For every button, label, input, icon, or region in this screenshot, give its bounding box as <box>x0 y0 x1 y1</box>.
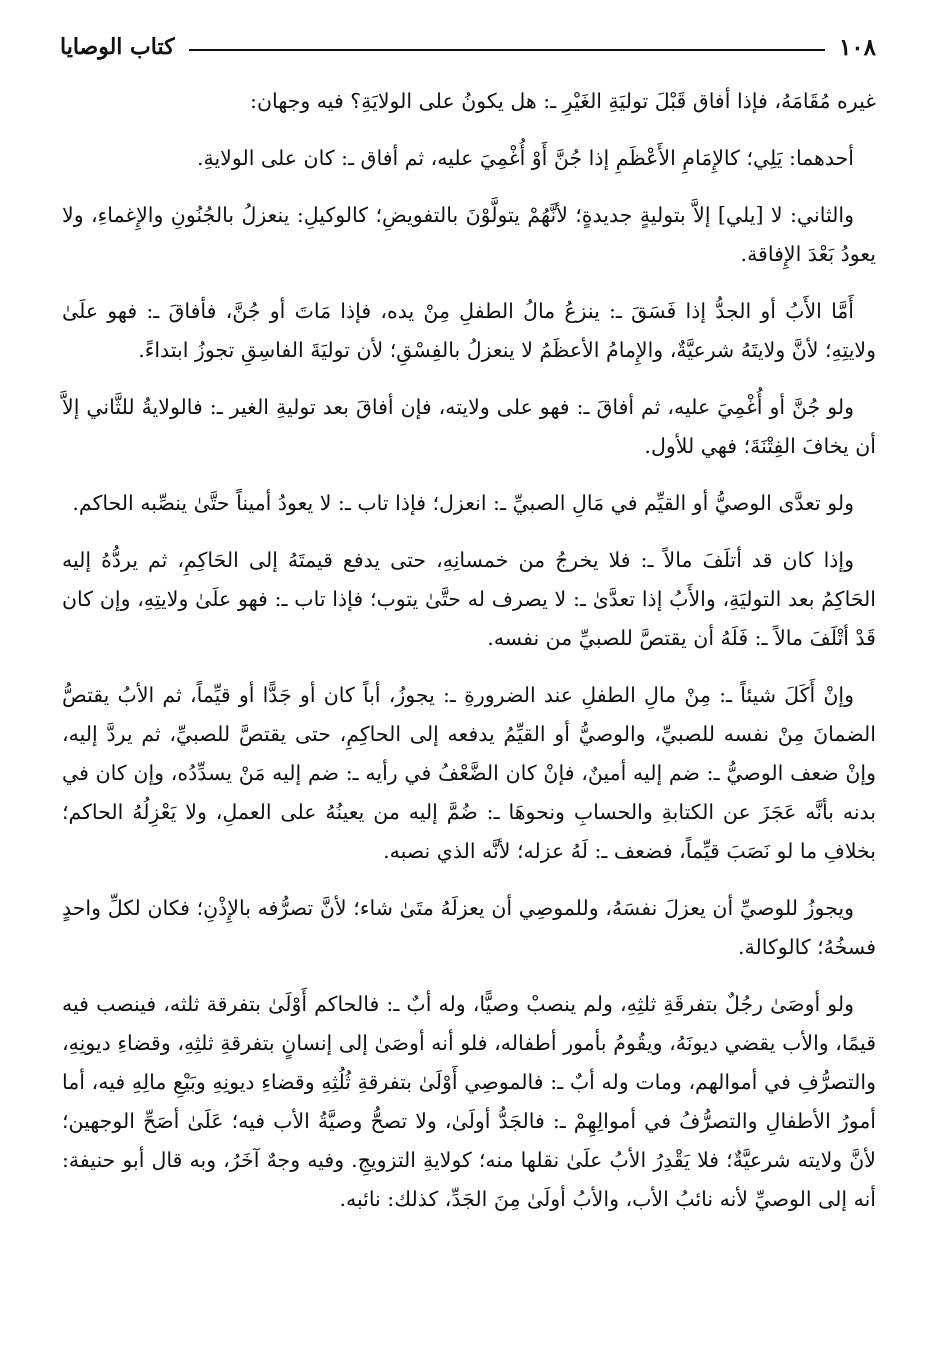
paragraph: ولو أوصَىٰ رجُلٌ بتفرقَةِ ثلثِهِ، ولم ينصبْ وصيًّا، وله أبٌ ـ: فالحاكم أَوْلَىٰ بتفرقة ثلثه، فينصب فيه قيمًا، والأب يقضي ديونَهُ، ويقُومُ بأمور أطفاله، فلو أنه أوصَىٰ إلى إنسانٍ بتفرقةِ ثلثِهِ، وقضاءِ ديونِهِ، والتصرُّفِ في أموالهم، ومات وله أبٌ ـ: فالموصِي أَوْلَىٰ بتفرقةِ ثُلُثِهِ وقضاءِ ديونِهِ وبَيْعِ مالِهِ فيه، أما أمورُ الأطفالِ والتصرُّفُ في أموالِهِمْ ـ: فالجَدُّ أولَىٰ، ولا تصحُّ وصيَّةُ الأب فيه؛ عَلَىٰ أصَحِّ الوجهين؛ لأنَّ ولايته شرعيَّةٌ؛ فلا يَقْدِرُ الأبُ علَىٰ نقلها منه؛ كولايةِ التزويجِ. وفيه وجهٌ آخَرُ، وبه قال أبو حنيفة: أنه إلى الوصيِّ لأنه نائبُ الأب، والأبُ أولَىٰ مِنَ الجَدِّ، كذلك: نائبه. <box>62 992 876 1211</box>
page-header <box>60 30 876 64</box>
paragraph: غيره مُقَامَهُ، فإذا أفاق قَبْلَ توليَةِ الغَيْرِ ـ: هل يكونُ على الولايَةِ؟ فيه وجهان: <box>250 89 876 113</box>
body-text <box>62 82 876 1237</box>
header-rule <box>189 49 825 51</box>
paragraph: ويجوزُ للوصيِّ أن يعزلَ نفسَهُ، وللموصِي أن يعزلَهُ متَىٰ شاء؛ لأنَّ تصرُّفه بالإِذْنِ؛ فكان لكلِّ واحدٍ فسخُهُ؛ كالوكالة. <box>62 896 876 959</box>
paragraph: ولو جُنَّ أو أُغْمِيَ عليه، ثم أفاقَ ـ: فهو على ولايته، فإن أفاقَ بعد توليةِ الغير ـ: فالولايةُ للثَّاني إلاَّ أن يخافَ الفِتْنَةَ؛ فهي للأول. <box>62 395 876 458</box>
paragraph: وإذا كان قد أتلَفَ مالاً ـ: فلا يخرجُ من خمسانِهِ، حتى يدفع قيمتَهُ إلى الحَاكِمِ، ثم يردُّهُ إليه الحَاكِمُ بعد التوليَةِ، والأَبُ إذا تعدَّىٰ ـ: لا يصرف له حتَّىٰ يتوب؛ فإذا تاب ـ: فهو علَىٰ ولايتِهِ، وإن كان قَدْ أتْلَفَ مالاً ـ: فَلَهُ أن يقتصَّ للصبيِّ من نفسه. <box>62 548 876 650</box>
paragraph: والثاني: لا [يلي] إلاَّ بتوليةٍ جديدةٍ؛ لأنَّهُمْ يتولَّوْنَ بالتفويضِ؛ كالوكيلِ: ينعزلُ بالجُنُونِ والإِغماءِ، ولا يعودُ بَعْدَ الإِفاقة. <box>62 203 876 266</box>
paragraph: ولو تعدَّى الوصيُّ أو القيِّم في مَالِ الصبيِّ ـ: انعزل؛ فإذا تاب ـ: لا يعودُ أميناً حتَّىٰ ينصِّبه الحاكم. <box>72 491 854 515</box>
paragraph: أَمَّا الأَبُ أو الجدُّ إذا فَسَقَ ـ: ينزعُ مالُ الطفلِ مِنْ يده، فإذا مَاتَ أو جُنَّ، فأفاقَ ـ: فهو علَىٰ ولايتِهِ؛ لأنَّ ولايتَهُ شرعيَّةٌ، والإِمامُ الأعظَمُ لا ينعزلُ بالفِسْقِ؛ لأن توليَةَ الفاسِقِ تجوزُ ابتداءً. <box>62 299 876 362</box>
paragraph: وإنْ أَكَلَ شيئاً ـ: مِنْ مالِ الطفلِ عند الضرورةِ ـ: يجوزُ، أباً كان أو جَدًّا أو قيِّماً، ثم الأبُ يقتصُّ الضمانَ مِنْ نفسه للصبيِّ، والوصيُّ أو القيِّمُ يدفعه إلى الحاكِمِ، حتى يقتصَّ للصبيِّ، ثم يردَّ إليه، وإنْ ضعف الوصيُّ ـ: ضم إليه أمينٌ، فإنْ كان الضَّعْفُ في رأيه ـ: ضم إليه مَنْ يسدِّدُه، وإن كان في بدنه بأنَّه عَجَزَ عن الكتابةِ والحسابِ ونحوهَا ـ: ضُمَّ إليه من يعينُهُ على العملِ، ولا يَعْزِلُهُ الحاكم؛ بخلافِ ما لو نَصَبَ قيِّماً، فضعف ـ: لَهُ عزله؛ لأنَّه الذي نصبه. <box>62 683 876 863</box>
page-number: ١٠٨ <box>838 33 876 61</box>
running-title: كتاب الوصايا <box>60 34 175 60</box>
paragraph: أحدهما: يَلِي؛ كالإِمَامِ الأَعْظَمِ إذا جُنَّ أَوْ أُغْمِيَ عليه، ثم أفاق ـ: كان على الولايةِ. <box>196 146 854 170</box>
